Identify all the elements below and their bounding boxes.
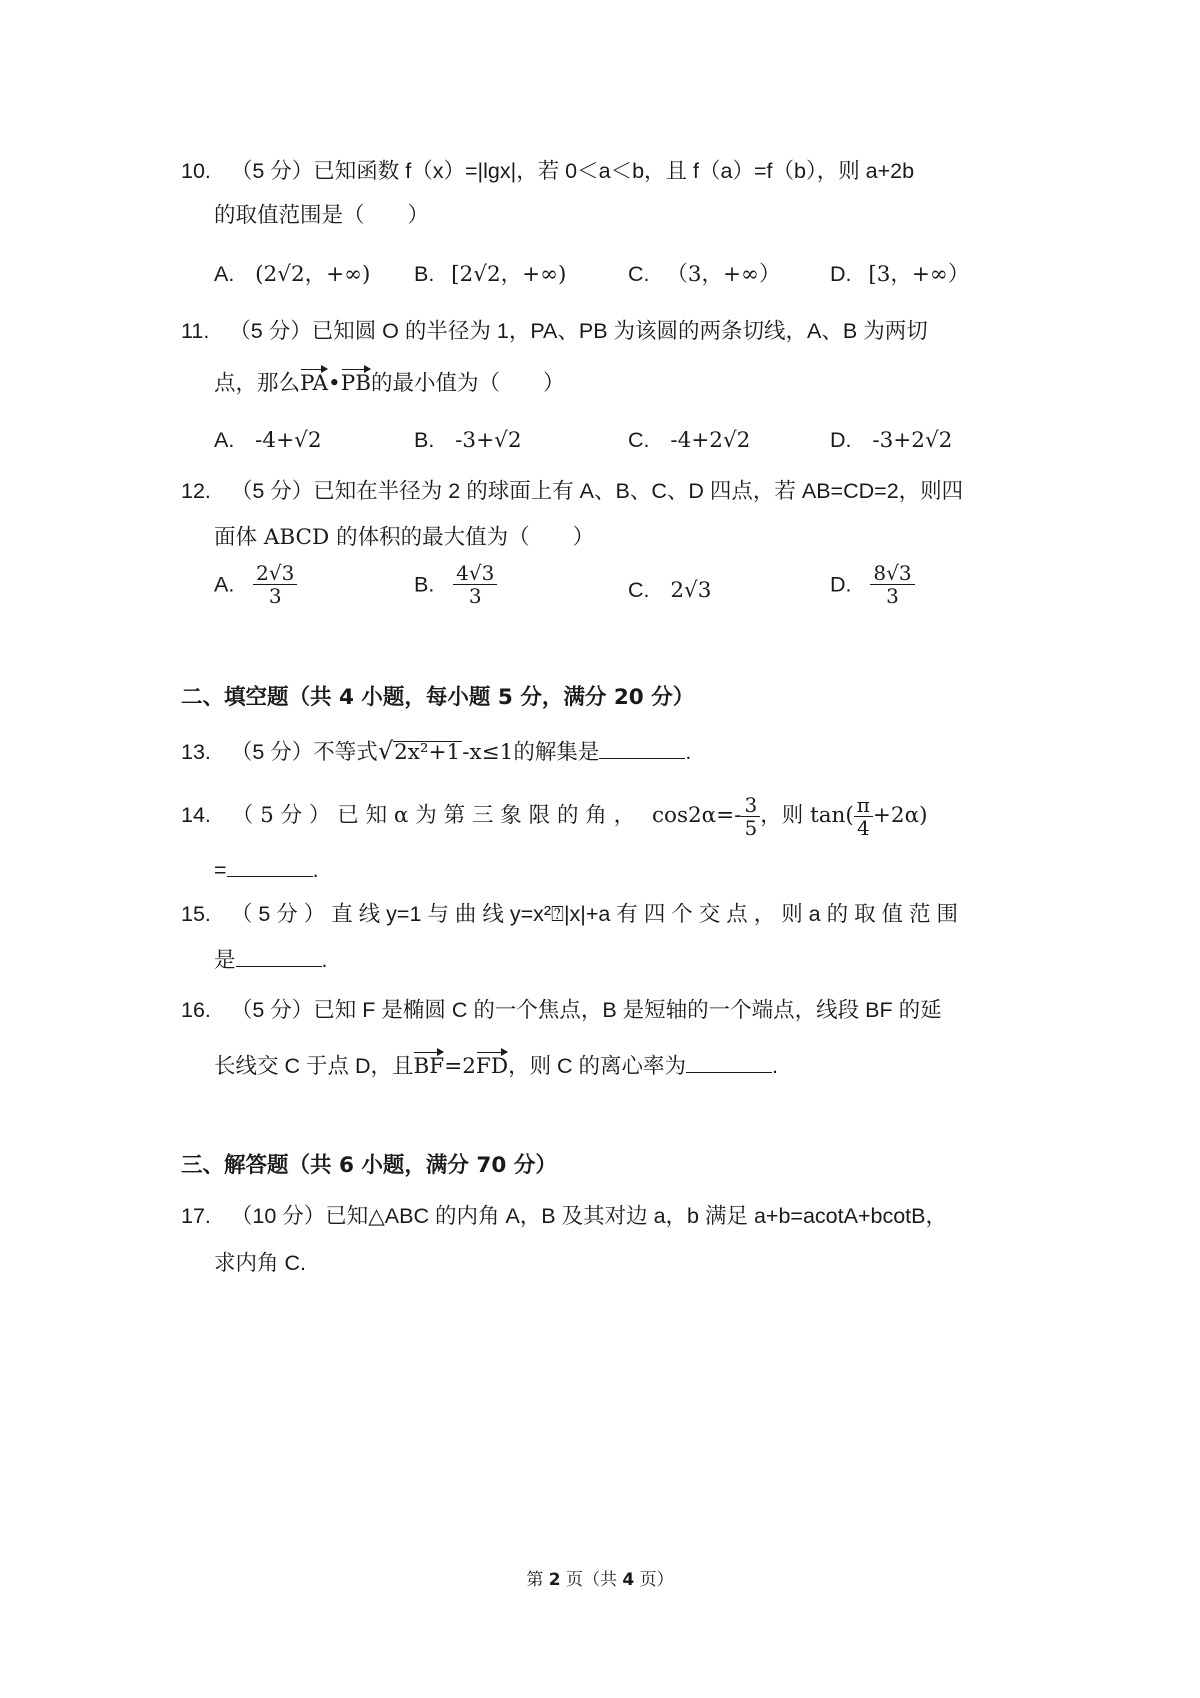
q14-tan-fraction: $\frac{\pi}{4}$ (854, 794, 873, 839)
q13-number: 13. (181, 740, 211, 764)
q16-vector-fd: FD (476, 1051, 508, 1083)
q11-option-d: D. -3+2√2 (830, 428, 953, 453)
page-number: 2 (548, 1570, 561, 1590)
q16-answer-blank[interactable] (686, 1050, 772, 1073)
q11-line1 (181, 315, 928, 347)
q16-vector-bf: BF (413, 1051, 444, 1083)
radical-sign-icon: √ (377, 737, 394, 765)
q14-answer-blank[interactable] (227, 854, 313, 877)
q14-cos-fraction: $\frac{3}{5}$ (741, 794, 760, 839)
q15-line1 (181, 898, 958, 930)
q12-option-d: D. $\frac{8√3}{3}$ (830, 562, 915, 607)
q12-option-b-fraction: $\frac{4√3}{3}$ (453, 562, 497, 607)
q10-option-d: D. [3，+∞） (830, 262, 970, 287)
q12-stem-line2: 面体 ABCD 的体积的最大值为（ ） (214, 525, 595, 550)
q15-number: 15. (181, 902, 211, 926)
q11-option-d-value: -3+2√2 (872, 428, 953, 453)
q17-number: 17. (181, 1204, 211, 1228)
q11-number: 11. (181, 319, 210, 343)
q17-stem-line2: 求内角 C. (214, 1251, 306, 1275)
q12-number: 12. (181, 479, 211, 503)
q11-option-c-value: -4+2√2 (670, 428, 751, 453)
page-footer: 第 2 页（共 4 页） (526, 1570, 674, 1590)
q10-option-a: A. (2√2，+∞) (214, 262, 371, 287)
q14-number: 14. (181, 803, 211, 827)
page-total: 4 (622, 1570, 635, 1590)
section-3-heading: 三、解答题（共 6 小题，满分 70 分） (181, 1153, 557, 1178)
q11-option-b-value: -3+√2 (455, 428, 522, 453)
q13-radicand: 2x²+1 (394, 740, 461, 765)
q10-option-c: C. （3，+∞） (628, 262, 781, 287)
q10-line1 (181, 155, 914, 187)
q11-vector-pa: PA (300, 368, 328, 400)
q12-line1 (181, 475, 963, 507)
q14-line2: = . (214, 854, 319, 886)
q12-option-a-fraction: $\frac{2√3}{3}$ (253, 562, 297, 607)
q15-line2: 是 . (214, 944, 328, 976)
q17-line1 (181, 1200, 947, 1232)
q10-option-d-value: [3，+∞） (868, 262, 970, 287)
q10-stem-line1: （5 分）已知函数 f（x）=|lgx|，若 0＜a＜b，且 f（a）=f（b），则 a+2b (230, 159, 915, 183)
q16-line1 (181, 994, 942, 1026)
q16-stem-line1: （5 分）已知 F 是椭圆 C 的一个焦点，B 是短轴的一个端点，线段 BF 的延 (230, 998, 942, 1022)
q13-answer-blank[interactable] (599, 736, 685, 759)
q16-line2: 长线交 C 于点 D，且BF=2FD，则 C 的离心率为 . (214, 1050, 778, 1083)
q16-number: 16. (181, 998, 211, 1022)
q12-option-d-fraction: $\frac{8√3}{3}$ (870, 562, 914, 607)
q11-option-a-value: -4+√2 (255, 428, 322, 453)
q12-option-a: A. $\frac{2√3}{3}$ (214, 562, 297, 607)
q17-stem-line1: （10 分）已知△ABC 的内角 A，B 及其对边 a，b 满足 a+b=acotA+bcotB， (230, 1204, 947, 1228)
q14-line1: 14. （ 5 分 ） 已 知 α 为 第 三 象 限 的 角 ， cos2α=- $\frac{3}{5}$ ，则 tan( $\frac{\pi}{4}$ +2α) (181, 792, 928, 840)
q11-option-c: C. -4+2√2 (628, 428, 751, 453)
q10-number: 10. (181, 159, 211, 183)
q11-line2: 点，那么PA•PB的最小值为（ ） (214, 368, 565, 400)
q10-option-a-value: (2√2，+∞) (255, 262, 371, 287)
q10-stem-line2: 的取值范围是（ ） (214, 203, 430, 228)
q12-option-c: C. 2√3 (628, 578, 712, 603)
q11-stem-line1: （5 分）已知圆 O 的半径为 1，PA、PB 为该圆的两条切线，A、B 为两切 (229, 319, 928, 343)
q15-answer-blank[interactable] (236, 944, 322, 967)
q11-option-b: B. -3+√2 (414, 428, 522, 453)
q13-line: 13. （5 分）不等式√2x²+1-x≤1的解集是 . (181, 737, 692, 765)
q10-option-b: B. [2√2，+∞) (414, 262, 567, 287)
q12-option-c-value: 2√3 (670, 578, 712, 603)
q11-option-a: A. -4+√2 (214, 428, 322, 453)
q11-vector-pb: PB (341, 368, 371, 400)
q10-option-b-value: [2√2，+∞) (451, 262, 567, 287)
q12-stem-line1: （5 分）已知在半径为 2 的球面上有 A、B、C、D 四点，若 AB=CD=2，则四 (230, 479, 964, 503)
q15-stem-line1: （ 5 分 ） 直 线 y=1 与 曲 线 y=x²⍰|x|+a 有 四 个 交 点 ， 则 a 的 取 值 范 围 (230, 902, 958, 926)
section-2-heading: 二、填空题（共 4 小题，每小题 5 分，满分 20 分） (181, 685, 695, 710)
q10-option-c-value: （3，+∞） (666, 262, 781, 287)
q12-option-b: B. $\frac{4√3}{3}$ (414, 562, 497, 607)
